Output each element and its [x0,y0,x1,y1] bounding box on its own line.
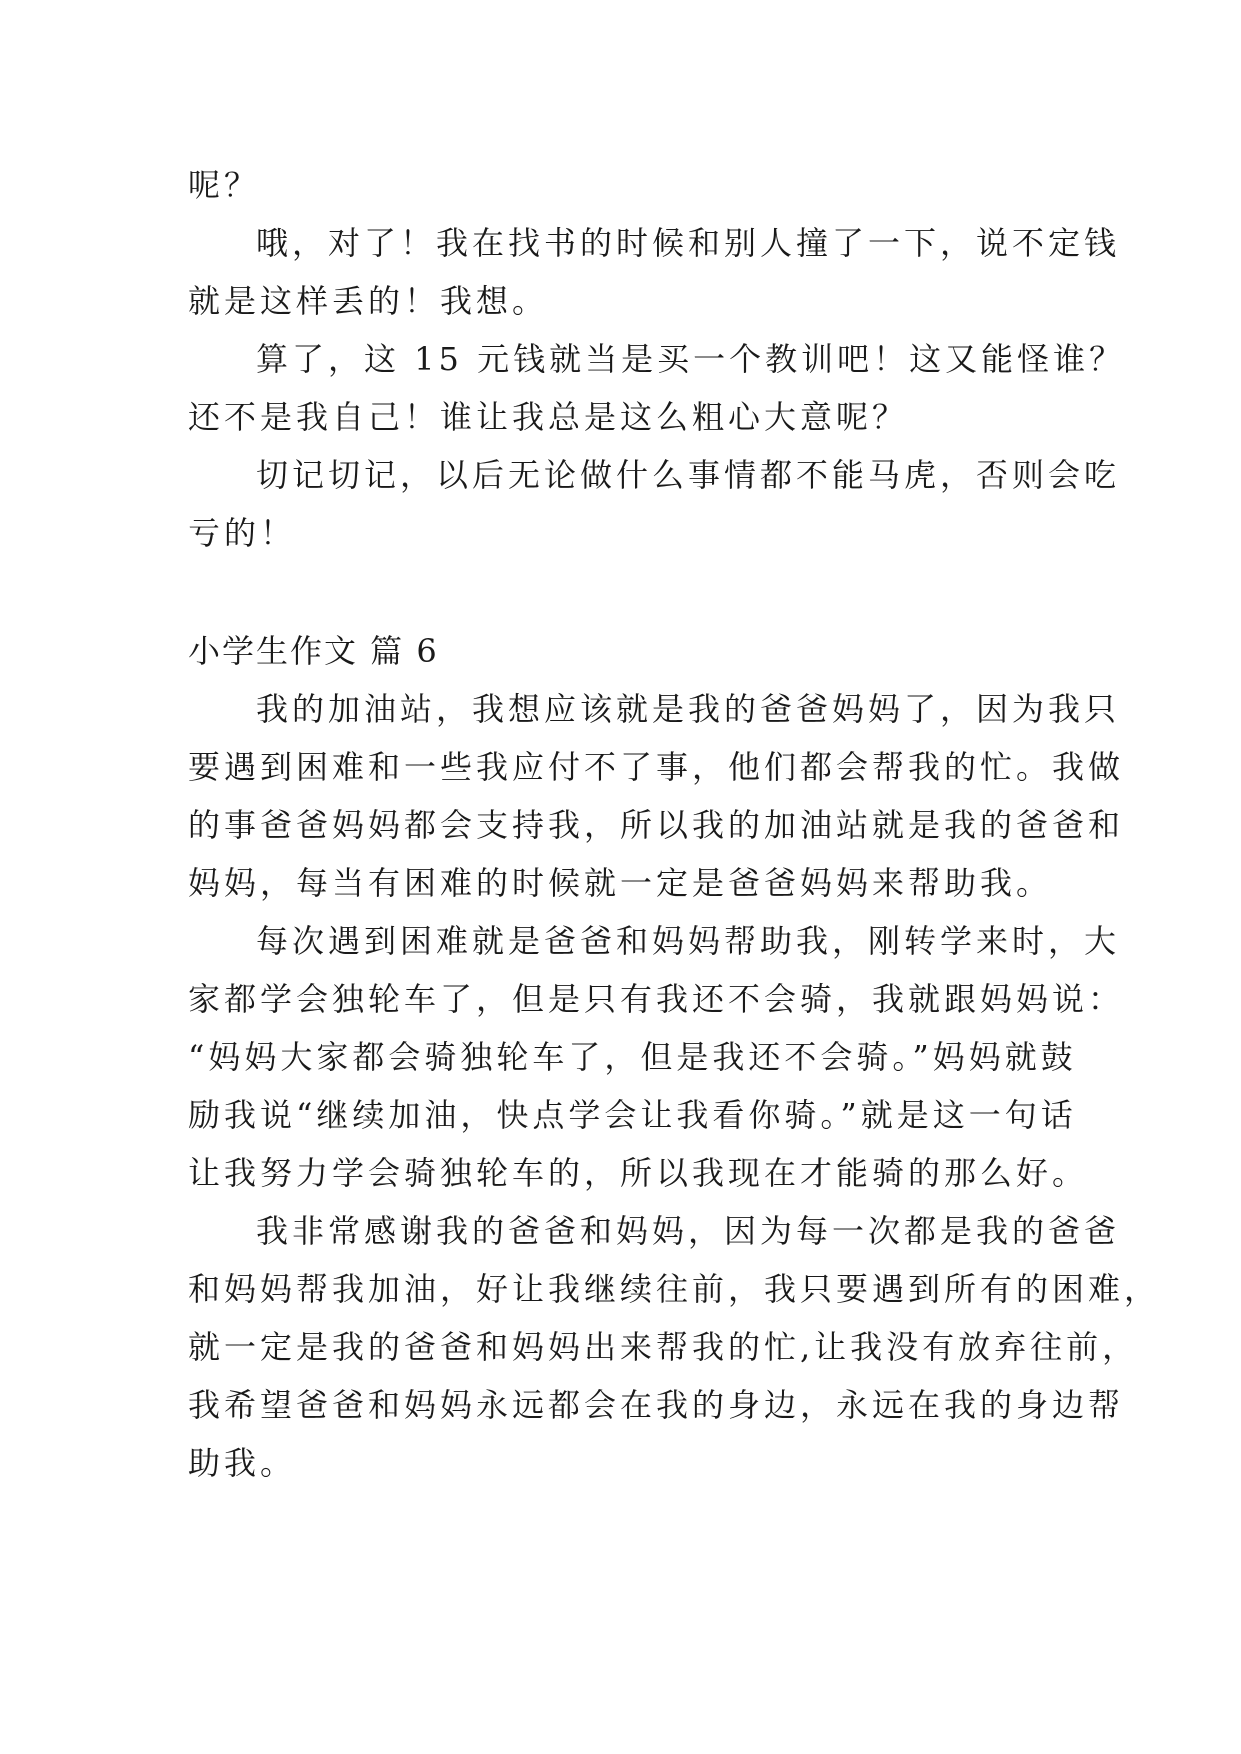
text-line: 和妈妈帮我加油，好让我继续往前，我只要遇到所有的困难， [188,1270,1161,1308]
text-line: 就是这样丢的！我想。 [188,282,549,320]
paragraph [188,156,1050,214]
text-line: 助我。 [188,1444,297,1482]
text-line: 就一定是我的爸爸和妈妈出来帮我的忙,让我没有放弃往前， [188,1328,1139,1366]
text-line: 家都学会独轮车了，但是只有我还不会骑，我就跟妈妈说： [188,980,1125,1018]
text-line: 亏的！ [188,514,297,552]
text-line: 让我努力学会骑独轮车的，所以我现在才能骑的那么好。 [188,1154,1089,1192]
text-line: 每次遇到困难就是爸爸和妈妈帮助我，刚转学来时，大 [256,922,1121,960]
text-line: 呢？ [188,166,261,204]
paragraph [188,1202,1161,1492]
paragraph [188,214,1121,330]
text-line: 我希望爸爸和妈妈永远都会在我的身边，永远在我的身边帮 [188,1386,1125,1424]
paragraph [188,680,1125,912]
text-line: 的事爸爸妈妈都会支持我，所以我的加油站就是我的爸爸和 [188,806,1125,844]
section-heading: 小学生作文 篇 6 [188,632,439,670]
text-line: 妈妈，每当有困难的时候就一定是爸爸妈妈来帮助我。 [188,864,1053,902]
text-line: 我非常感谢我的爸爸和妈妈，因为每一次都是我的爸爸 [256,1212,1121,1250]
text-line: 我的加油站，我想应该就是我的爸爸妈妈了，因为我只 [256,690,1121,728]
essay-section-6 [188,622,1161,1492]
paragraph [188,912,1125,1202]
text-line: “妈妈大家都会骑独轮车了，但是我还不会骑。”妈妈就鼓 [188,1038,1077,1076]
text-line: 切记切记，以后无论做什么事情都不能马虎，否则会吃 [256,456,1121,494]
text-line: 哦，对了！我在找书的时候和别人撞了一下，说不定钱 [256,224,1121,262]
text-line: 还不是我自己！谁让我总是这么粗心大意呢？ [188,398,909,436]
text-line: 要遇到困难和一些我应付不了事，他们都会帮我的忙。我做 [188,748,1125,786]
text-line: 算了，这 15 元钱就当是买一个教训吧！这又能怪谁？ [256,340,1126,378]
essay-continuation [188,156,1126,562]
paragraph [188,446,1121,562]
text-line: 励我说“继续加油，快点学会让我看你骑。”就是这一句话 [188,1096,1077,1134]
paragraph [188,330,1126,446]
